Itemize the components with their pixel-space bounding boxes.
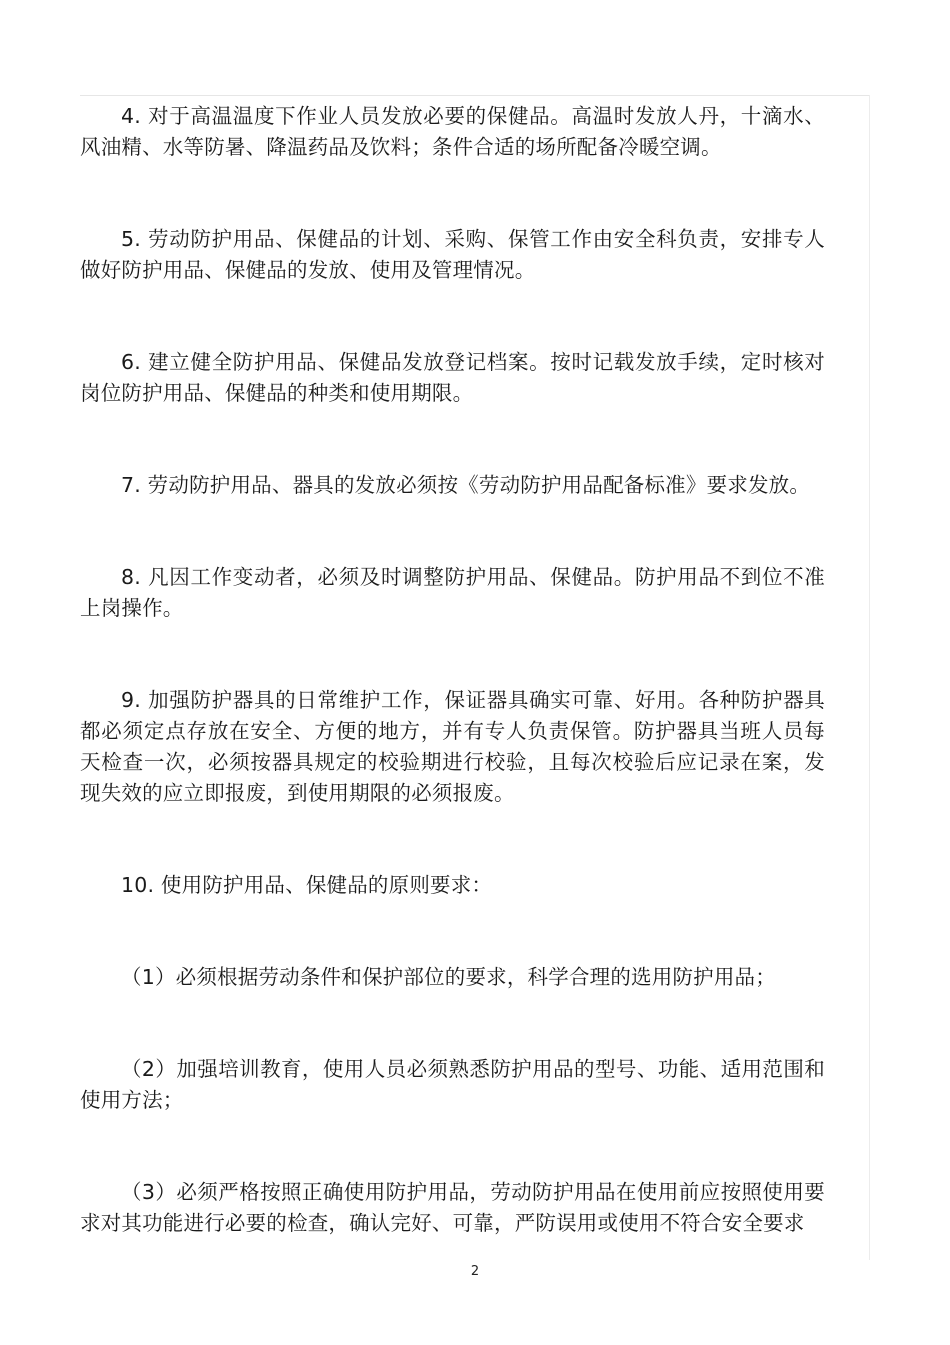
page-number: 2	[470, 1264, 480, 1279]
paragraph-8: 8. 凡因工作变动者，必须及时调整防护用品、保健品。防护用品不到位不准上岗操作。	[80, 565, 825, 620]
document-body	[80, 101, 825, 1300]
paragraph-6: 6. 建立健全防护用品、保健品发放登记档案。按时记载发放手续，定时核对岗位防护用品、保健品的种类和使用期限。	[80, 350, 825, 405]
paragraph-10-item-3: （3）必须严格按照正确使用防护用品，劳动防护用品在使用前应按照使用要求对其功能进行必要的检查，确认完好、可靠，严防误用或使用不符合安全要求	[80, 1180, 825, 1235]
paragraph-10-item-2: （2）加强培训教育，使用人员必须熟悉防护用品的型号、功能、适用范围和使用方法；	[80, 1057, 825, 1112]
paragraph-7: 7. 劳动防护用品、器具的发放必须按《劳动防护用品配备标准》要求发放。	[121, 473, 811, 497]
right-divider	[869, 95, 870, 1260]
paragraph-10-item-1: （1）必须根据劳动条件和保护部位的要求，科学合理的选用防护用品；	[121, 965, 776, 989]
paragraph-5: 5. 劳动防护用品、保健品的计划、采购、保管工作由安全科负责，安排专人做好防护用品、保健品的发放、使用及管理情况。	[80, 227, 825, 282]
paragraph-9: 9. 加强防护器具的日常维护工作，保证器具确实可靠、好用。各种防护器具都必须定点存放在安全、方便的地方，并有专人负责保管。防护器具当班人员每天检查一次，必须按器具规定的校验期进行校验，且每次校验后应记录在案，发现失效的应立即报废，到使用期限的必须报废。	[80, 688, 825, 805]
top-divider	[80, 95, 870, 96]
paragraph-10: 10. 使用防护用品、保健品的原则要求：	[121, 873, 493, 897]
paragraph-4: 4. 对于高温温度下作业人员发放必要的保健品。高温时发放人丹，十滴水、风油精、水等防暑、降温药品及饮料；条件合适的场所配备冷暖空调。	[80, 104, 825, 159]
